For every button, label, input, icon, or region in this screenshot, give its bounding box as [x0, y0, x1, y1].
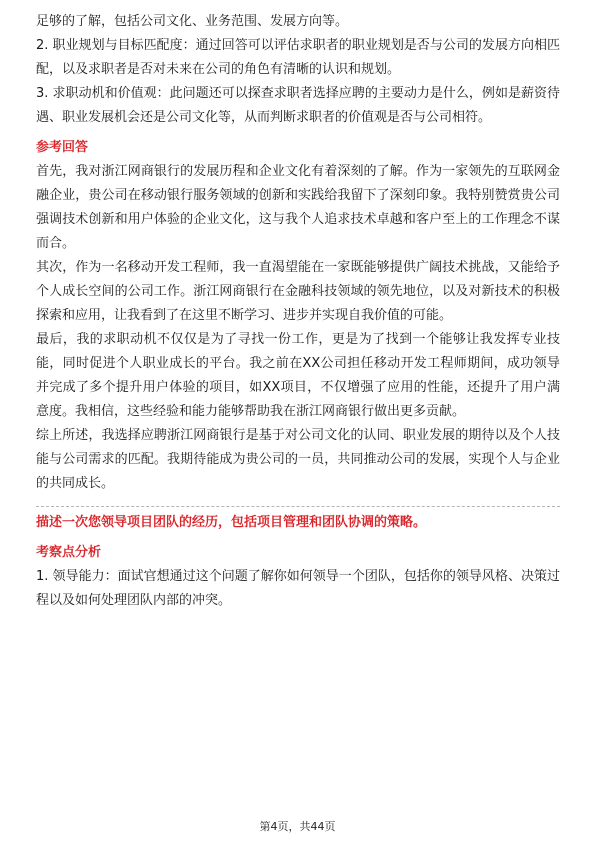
interview-question: 描述一次您领导项目团队的经历，包括项目管理和团队协调的策略。: [36, 515, 427, 530]
page-number-footer: 第4页，共44页: [259, 820, 336, 833]
analysis-point-leadership: 1. 领导能力：面试官想通过这个问题了解你如何领导一个团队，包括你的领导风格、决策过程以及如何处理团队内部的冲突。: [36, 569, 560, 608]
answer-paragraph-summary: 综上所述，我选择应聘浙江网商银行是基于对公司文化的认同、职业发展的期待以及个人技能与公司需求的匹配。我期待能成为贵公司的一员，共同推动公司的发展，实现个人与企业的共同成长。: [36, 428, 560, 491]
reference-answer-heading: 参考回答: [36, 140, 89, 155]
answer-paragraph-third: 最后，我的求职动机不仅仅是为了寻找一份工作，更是为了找到一个能够让我发挥专业技能，同时促进个人职业成长的平台。我之前在XX公司担任移动开发工程师期间，成功领导并完成了多个提升用户体验的项目，如XX项目，不仅增强了应用的性能，还提升了用户满意度。我相信，这些经验和能力能够帮助我在浙江网商银行做出更多贡献。: [36, 332, 560, 419]
evaluation-point-career-planning: 2. 职业规划与目标匹配度：通过回答可以评估求职者的职业规划是否与公司的发展方向相匹配，以及求职者是否对未来在公司的角色有清晰的认识和规划。: [36, 38, 560, 77]
answer-paragraph-second: 其次，作为一名移动开发工程师，我一直渴望能在一家既能够提供广阔技术挑战，又能给予个人成长空间的公司工作。浙江网商银行在金融科技领域的领先地位，以及对新技术的积极探索和应用，让我看到了在这里不断学习、进步并实现自我价值的可能。: [36, 260, 560, 323]
evaluation-point-continued: 足够的了解，包括公司文化、业务范围、发展方向等。: [36, 14, 349, 29]
section-divider: [36, 506, 560, 507]
analysis-heading: 考察点分析: [36, 545, 102, 560]
answer-paragraph-first: 首先，我对浙江网商银行的发展历程和企业文化有着深刻的了解。作为一家领先的互联网金融企业，贵公司在移动银行服务领域的创新和实践给我留下了深刻印象。我特别赞赏贵公司强调技术创新和用户体验的企业文化，这与我个人追求技术卓越和客户至上的工作理念不谋而合。: [36, 164, 560, 251]
page-content: [36, 10, 560, 613]
evaluation-point-motivation: 3. 求职动机和价值观：此问题还可以探查求职者选择应聘的主要动力是什么，例如是薪资待遇、职业发展机会还是公司文化等，从而判断求职者的价值观是否与公司相符。: [36, 86, 560, 125]
